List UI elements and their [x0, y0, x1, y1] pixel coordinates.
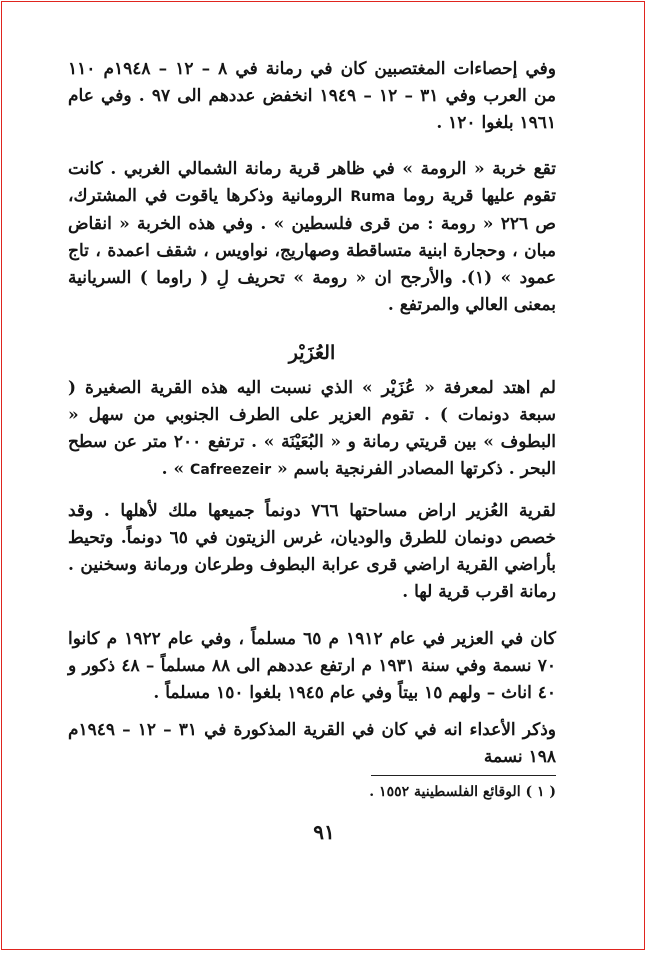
- paragraph-text: تقع خربة « الرومة » في ظاهر قرية رمانة الشمالي الغربي . كانت تقوم عليها قرية روما: [68, 159, 556, 206]
- paragraph-al-uzayr-location: [68, 375, 556, 484]
- paragraph-text: لم اهتد لمعرفة « عُزَيْر » الذي نسبت اليه هذه القرية الصغيرة ( سبعة دونمات ) . تقوم العزير على الطرف الجنوبي من سهل « البطوف » بين قريتي رمانة و « البُعَيْنَة » . ترتفع ٢٠٠ متر عن سطح البحر . ذكرتها المصادر الفرنجية باسم «: [68, 378, 556, 479]
- paragraph-text: » .: [161, 459, 185, 479]
- footnote: ( ١ ) الوقائع الفلسطينية ١٥٥٢ .: [369, 784, 556, 800]
- page-number: ٩١: [313, 820, 335, 844]
- footnote-divider: [371, 775, 556, 776]
- paragraph-al-uzayr-population: كان في العزير في عام ١٩١٢ م ٦٥ مسلماً ، وفي عام ١٩٢٢ م كانوا ٧٠ نسمة وفي سنة ١٩٣١ م ارتفع عددهم الى ٨٨ مسلماً – ٤٨ ذكور و ٤٠ اناث – ولهم ١٥ بيتاً وفي عام ١٩٤٥ بلغوا ١٥٠ مسلماً .: [68, 629, 557, 703]
- page-body: [68, 56, 556, 771]
- paragraph-khirbat-al-ruma: [68, 156, 556, 319]
- paragraph-al-uzayr-lands: لقرية العُزير اراض مساحتها ٧٦٦ دونماً جميعها ملك لأهلها . وقد خصص دونمان للطرق والوديان، غرس الزيتون في ٦٥ دونماً. وتحيط بأراضي القرية اراضي قرى عرابة البطوف وطرعان ورمانة وسخنين . رمانة اقرب قرية لها .: [68, 501, 556, 602]
- section-heading: العُزَيْر: [288, 342, 336, 364]
- latin-term-ruma: Ruma: [350, 189, 396, 205]
- paragraph-text: الرومانية وذكرها ياقوت في المشترك، ص ٢٢٦ « رومة : من قرى فلسطين » . وفي هذه الخربة « انقاض مبان ، وحجارة ابنية متساقطة وصهاريج، نواويس ، شقف اعمدة ، تاج عمود » (١). والأرجح ان « رومة » تحريف لِ ( راوما ) السريانية بمعنى العالي والمرتفع .: [68, 186, 556, 315]
- latin-term-cafreezeir: Cafreezeir: [190, 462, 272, 478]
- paragraph-al-uzayr-1949: وذكر الأعداء انه في كان في القرية المذكورة في ٣١ – ١٢ – ١٩٤٩م ١٩٨ نسمة: [68, 720, 557, 767]
- paragraph-statistics-1948: وفي إحصاءات المغتصبين كان في رمانة في ٨ – ١٢ – ١٩٤٨م ١١٠ من العرب وفي ٣١ – ١٢ – ١٩٤٩ انخفض عددهم الى ٩٧ . وفي عام ١٩٦١ بلغوا ١٢٠ .: [68, 59, 556, 133]
